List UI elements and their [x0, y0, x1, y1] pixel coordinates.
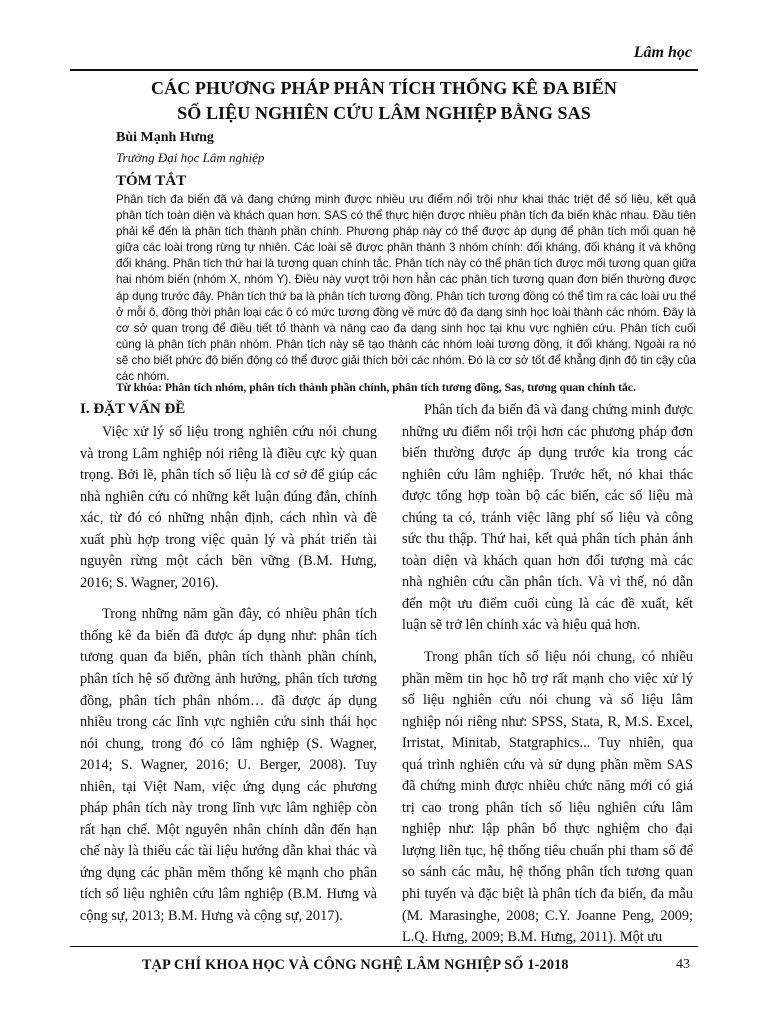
title-line-1: CÁC PHƯƠNG PHÁP PHÂN TÍCH THỐNG KÊ ĐA BIẾN — [151, 78, 617, 98]
abstract-text: Phân tích đa biến đã và đang chứng minh được nhiều ưu điểm nổi trội như khai thác triệt để số liệu, kết quả phân tích toàn diện và khách quan hơn. SAS có thể thực hiện được nhiều phân tích đa biến khác nhau. Đầu tiên phải kể đến là phân tích thành phần chính. Phương pháp này có thể được áp dụng để phân tích mối quan hệ giữa các loài trong rừng tự nhiên. Các loài sẽ được phân thành 3 nhóm chính: đối kháng, đối kháng ít và không đối kháng. Phân tích thứ hai là tương quan chính tắc. Phân tích này có thể phân tích được mối tương quan giữa hai nhóm biến (nhóm X, nhóm Y). Điều này vượt trội hơn hẳn các phân tích tương quan đơn biến thường được áp dụng trước đây. Phân tích thứ ba là phân tích tương đồng. Phân tích tương đồng có thể tìm ra các loài ưu thế ở mỗi ô, đồng thời phân loại các ô có mức tương đồng về mức độ đa dạng sinh học loài thành các nhóm. Đây là cơ sở quan trọng để điều tiết tổ thành và nâng cao đa dạng sinh học tại khu vực nghiên cứu. Phân tích cuối cùng là phân tích phân nhóm. Phân tích này sẽ tạo thành các nhóm loài tương đồng, ít đối kháng. Ngoài ra nó sẽ cho biết phức độ biến động có thể được giải thích bởi các nhóm. Đó là cơ sở tốt để khẳng định độ tin cậy của các nhóm. — [116, 193, 696, 384]
section-heading-introduction: I. ĐẶT VẤN ĐỀ — [80, 401, 186, 417]
footer-rule — [70, 946, 698, 947]
paragraph: Trong những năm gần đây, có nhiều phân tích thống kê đa biến đã được áp dụng như: phân tích tương quan đa biến, phân tích thành phần chính, phân tích hệ số đường ảnh hưởng, phân tích tương đồng, phân tích phân nhóm… đã được áp dụng nhiều trong các lĩnh vực nghiên cứu sinh thái học nói chung, trong đó có lâm nghiệp (S. Wagner, 2014; S. Wagner, 2016; U. Berger, 2008). Tuy nhiên, tại Việt Nam, việc ứng dụng các phương pháp phân tích này trong lĩnh vực lâm nghiệp còn rất hạn chế. Một nguyên nhân chính dẫn đến hạn chế này là thiếu các tài liệu hướng dẫn khai thác và ứng dụng các phần mềm thống kê mạnh cho phân tích số liệu nghiên cứu lâm nghiệp (B.M. Hưng và cộng sự, 2013; B.M. Hưng và cộng sự, 2017). — [80, 606, 377, 925]
author-name: Bùi Mạnh Hưng — [116, 130, 214, 145]
journal-name: TẠP CHÍ KHOA HỌC VÀ CÔNG NGHỆ LÂM NGHIỆP SỐ 1-2018 — [142, 957, 569, 973]
header-rule — [70, 69, 698, 71]
left-column — [80, 422, 377, 928]
title-line-2: SỐ LIỆU NGHIÊN CỨU LÂM NGHIỆP BẰNG SAS — [177, 103, 591, 123]
page-number: 43 — [676, 957, 690, 972]
keywords: Từ khóa: Phân tích nhóm, phân tích thành phần chính, phân tích tương đồng, Sas, tương quan chính tắc. — [116, 381, 636, 394]
paragraph: Việc xử lý số liệu trong nghiên cứu nói chung và trong Lâm nghiệp nói riêng là điều cực kỳ quan trọng. Bởi lẽ, phân tích số liệu là cơ sở để giúp các nhà nghiên cứu có những kết luận đúng đắn, chính xác, từ đó có những nhận định, cách nhìn và đề xuất phù hợp trong việc quản lý và phát triển tài nguyên rừng một cách bền vững (B.M. Hưng, 2016; S. Wagner, 2016). — [80, 424, 377, 591]
right-column — [402, 400, 693, 949]
abstract-heading: TÓM TẮT — [116, 173, 187, 189]
paragraph: Trong phân tích số liệu nói chung, có nhiều phần mềm tin học hỗ trợ rất mạnh cho việc xử lý số liệu nghiên cứu nói chung và số liệu lâm nghiệp nói riêng như: SPSS, Stata, R, M.S. Excel, Irristat, Minitab, Statgraphics... Tuy nhiên, qua quá trình nghiên cứu và sử dụng phần mềm SAS đã chứng minh được nhiều chức năng mới có giá trị cao trong phân tích số liệu nghiên cứu lâm nghiệp như: lập phân bố thực nghiệm cho đại lượng liên tục, hệ thống tiêu chuẩn phi tham số để so sánh các mẫu, hệ thống phân tích tương quan phi tuyến và đặc biệt là phân tích đa biến, đa mẫu (M. Marasinghe, 2008; C.Y. Joanne Peng, 2009; L.Q. Hưng, 2009; B.M. Hưng, 2011). Một ưu — [402, 649, 693, 946]
section-label: Lâm học — [633, 44, 692, 61]
article-title — [70, 76, 698, 126]
paragraph: Phân tích đa biến đã và đang chứng minh được những ưu điểm nổi trội hơn các phương pháp đơn biến thường được áp dụng trước kia trong các nghiên cứu lâm nghiệp. Trước hết, nó khai thác được tổng hợp toàn bộ các biến, các số liệu mà chúng ta có, tránh việc lãng phí số liệu và công sức thu thập. Thứ hai, kết quả phân tích phản ánh toàn diện và khách quan hơn đối tượng mà các nhà nghiên cứu cần phân tích. Và vì thế, nó dẫn đến một ưu điểm cuối cùng là các đề xuất, kết luận sẽ trở lên chính xác và hiệu quả hơn. — [402, 402, 693, 634]
author-affiliation: Trường Đại học Lâm nghiệp — [116, 150, 265, 165]
